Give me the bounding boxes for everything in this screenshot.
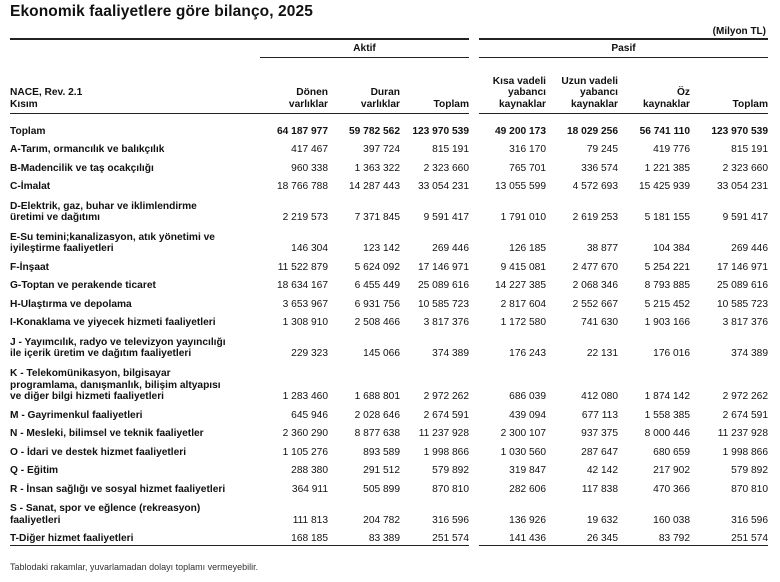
column-header-line: Öz	[676, 87, 690, 98]
cell-uzun-vadeli: 4 572 693	[572, 181, 618, 192]
footnote: Tablodaki rakamlar, yuvarlamadan dolayı toplamı vermeyebilir.	[10, 562, 259, 572]
cell-donen-varliklar: 1 283 460	[282, 391, 328, 402]
cell-duran-varliklar: 8 877 638	[354, 428, 400, 439]
cell-donen-varliklar: 960 338	[291, 162, 328, 174]
cell-kisa-vadeli: 1 030 560	[474, 440, 546, 459]
cell-kisa-vadeli: 141 436	[474, 526, 546, 545]
row-label	[10, 360, 260, 403]
column-header-uzun-vadeli	[546, 58, 618, 114]
row-label-line: ve diğer bilgi hizmeti faaliyetleri	[10, 391, 164, 402]
unit-label: (Milyon TL)	[712, 26, 766, 37]
table-row	[10, 458, 768, 477]
cell-kisa-vadeli: 439 094	[474, 403, 546, 422]
row-label	[10, 310, 260, 329]
row-label-line: üretimi ve dağıtımı	[10, 212, 101, 223]
cell-uzun-vadeli: 18 029 256	[567, 125, 618, 137]
cell-oz-kaynaklar: 419 776	[653, 144, 690, 155]
row-label-line: iyileştirme faaliyetleri	[10, 243, 114, 254]
cell-donen-varliklar: 3 653 967	[282, 298, 328, 310]
table-row	[10, 360, 768, 403]
cell-pasif-toplam: 815 191	[731, 144, 768, 155]
table-row	[10, 495, 768, 526]
row-label-line: G-Toptan ve perakende ticaret	[10, 280, 156, 291]
cell-donen-varliklar: 18 634 167	[277, 280, 328, 291]
row-label	[10, 458, 260, 477]
column-header-line: yabancı	[508, 87, 546, 98]
column-header-line: Uzun vadeli	[561, 75, 618, 87]
row-label-line: J - Yayımcılık, radyo ve televizyon yayıncılığı	[10, 336, 226, 348]
cell-uzun-vadeli: 287 647	[581, 446, 618, 458]
cell-kisa-vadeli: 126 185	[474, 224, 546, 255]
column-header-line: kaynaklar	[642, 98, 690, 110]
cell-pasif-toplam: 3 817 376	[722, 317, 768, 328]
cell-donen-varliklar: 111 813	[292, 514, 328, 526]
cell-uzun-vadeli: 117 838	[581, 483, 618, 495]
cell-pasif-toplam: 123 970 539	[711, 125, 768, 137]
table-row	[10, 526, 768, 545]
cell-duran-varliklar: 204 782	[363, 514, 400, 526]
table-row	[10, 224, 768, 255]
cell-duran-varliklar: 14 287 443	[349, 181, 400, 192]
cell-uzun-vadeli: 336 574	[581, 162, 618, 174]
column-header-line: kaynaklar	[498, 98, 546, 110]
table-row	[10, 193, 768, 224]
cell-duran-varliklar: 505 899	[363, 483, 400, 495]
cell-aktif-toplam: 269 446	[432, 243, 469, 254]
column-header-duran-varliklar	[328, 58, 400, 114]
column-header-line: varlıklar	[288, 98, 328, 110]
row-label-line: Toplam	[10, 125, 46, 137]
row-label-line: Q - Eğitim	[10, 465, 59, 476]
cell-donen-varliklar: 364 911	[291, 483, 328, 495]
cell-uzun-vadeli: 79 245	[586, 144, 618, 155]
cell-pasif-toplam: 316 596	[731, 514, 768, 526]
cell-donen-varliklar: 18 766 788	[277, 181, 328, 192]
column-header-oz-kaynaklar	[618, 58, 690, 114]
cell-oz-kaynaklar: 8 000 446	[644, 428, 690, 439]
nace-label: NACE, Rev. 2.1	[10, 87, 83, 98]
row-label-line: F-İnşaat	[10, 261, 50, 273]
row-label	[10, 273, 260, 292]
table-row	[10, 174, 768, 193]
row-label	[10, 255, 260, 274]
row-label-line: A-Tarım, ormancılık ve balıkçılık	[10, 144, 165, 155]
cell-oz-kaynaklar: 1 903 166	[644, 317, 690, 328]
cell-donen-varliklar: 64 187 977	[277, 125, 328, 137]
kisim-label: Kısım	[10, 98, 38, 110]
cell-pasif-toplam: 2 323 660	[722, 162, 768, 174]
cell-donen-varliklar: 288 380	[291, 465, 328, 476]
cell-kisa-vadeli: 319 847	[474, 458, 546, 477]
column-header-line: Duran	[370, 87, 400, 98]
cell-uzun-vadeli: 677 113	[581, 409, 618, 421]
cell-pasif-toplam: 2 972 262	[722, 391, 768, 402]
column-header-line: kaynaklar	[570, 98, 618, 110]
cell-duran-varliklar: 1 363 322	[354, 162, 400, 174]
cell-duran-varliklar: 291 512	[363, 465, 400, 476]
row-label-line: B-Madencilik ve taş ocakçılığı	[10, 162, 154, 174]
cell-uzun-vadeli: 38 877	[586, 243, 618, 254]
row-label-line: I-Konaklama ve yiyecek hizmeti faaliyetleri	[10, 317, 216, 328]
row-label	[10, 440, 260, 459]
cell-aktif-toplam: 2 323 660	[423, 162, 469, 174]
table-body	[10, 114, 768, 546]
cell-uzun-vadeli: 2 068 346	[572, 280, 618, 291]
row-label-line: K - Telekomünikasyon, bilgisayar	[10, 368, 171, 379]
cell-duran-varliklar: 7 371 845	[354, 212, 400, 223]
row-label	[10, 329, 260, 360]
cell-duran-varliklar: 83 389	[328, 526, 400, 545]
cell-duran-varliklar: 6 931 756	[354, 298, 400, 310]
cell-kisa-vadeli: 316 170	[474, 137, 546, 156]
cell-oz-kaynaklar: 5 215 452	[644, 298, 690, 310]
cell-aktif-toplam: 374 389	[432, 348, 469, 359]
row-label	[10, 403, 260, 422]
cell-oz-kaynaklar: 15 425 939	[639, 181, 690, 192]
cell-oz-kaynaklar: 104 384	[653, 243, 690, 254]
group-header-pasif: Pasif	[474, 39, 768, 58]
cell-duran-varliklar: 5 624 092	[354, 261, 400, 273]
row-label-line: T-Diğer hizmet faaliyetleri	[10, 533, 134, 544]
cell-pasif-toplam: 9 591 417	[722, 212, 768, 223]
cell-aktif-toplam: 11 237 928	[418, 428, 469, 439]
cell-aktif-toplam: 17 146 971	[418, 261, 469, 273]
cell-uzun-vadeli: 26 345	[546, 526, 618, 545]
cell-aktif-toplam: 33 054 231	[418, 181, 469, 192]
cell-duran-varliklar: 123 142	[363, 243, 400, 254]
cell-kisa-vadeli: 1 172 580	[474, 310, 546, 329]
row-label	[10, 137, 260, 156]
cell-aktif-toplam: 10 585 723	[418, 298, 469, 310]
table-row	[10, 273, 768, 292]
cell-duran-varliklar: 397 724	[363, 144, 400, 155]
cell-duran-varliklar: 1 688 801	[354, 391, 400, 402]
cell-aktif-toplam: 2 674 591	[423, 409, 469, 421]
row-label	[10, 477, 260, 496]
row-label-line: N - Mesleki, bilimsel ve teknik faaliyetler	[10, 428, 204, 439]
cell-duran-varliklar: 145 066	[363, 348, 400, 359]
cell-kisa-vadeli: 13 055 599	[474, 174, 546, 193]
row-label-line: E-Su temini;kanalizasyon, atık yönetimi ve	[10, 231, 215, 243]
cell-donen-varliklar: 1 105 276	[282, 446, 328, 458]
table-row	[10, 156, 768, 175]
table-row	[10, 477, 768, 496]
cell-donen-varliklar: 2 219 573	[282, 212, 328, 223]
cell-oz-kaynaklar: 176 016	[653, 348, 690, 359]
cell-uzun-vadeli: 412 080	[581, 391, 618, 402]
table-row	[10, 255, 768, 274]
cell-oz-kaynaklar: 1 874 142	[644, 391, 690, 402]
cell-oz-kaynaklar: 1 221 385	[644, 162, 690, 174]
row-label	[10, 193, 260, 224]
row-label-line: faaliyetleri	[10, 514, 61, 526]
row-label-line: C-İmalat	[10, 181, 51, 192]
cell-duran-varliklar: 6 455 449	[354, 280, 400, 291]
table-row	[10, 329, 768, 360]
cell-oz-kaynaklar: 160 038	[653, 514, 690, 526]
cell-kisa-vadeli: 765 701	[474, 156, 546, 175]
cell-pasif-toplam: 2 674 591	[722, 409, 768, 421]
cell-oz-kaynaklar: 56 741 110	[639, 125, 690, 137]
column-header-pasif-toplam	[690, 58, 768, 114]
cell-kisa-vadeli: 9 415 081	[474, 255, 546, 274]
cell-kisa-vadeli: 176 243	[474, 329, 546, 360]
column-header-aktif-toplam	[400, 58, 474, 114]
cell-aktif-toplam: 815 191	[432, 144, 469, 155]
column-header-line: Toplam	[433, 98, 469, 110]
group-header-aktif: Aktif	[260, 39, 474, 58]
table-row	[10, 403, 768, 422]
cell-aktif-toplam: 870 810	[432, 483, 469, 495]
cell-uzun-vadeli: 937 375	[581, 428, 618, 439]
cell-donen-varliklar: 1 308 910	[282, 317, 328, 328]
cell-duran-varliklar: 2 508 466	[354, 317, 400, 328]
row-label	[10, 495, 260, 526]
cell-pasif-toplam: 1 998 866	[722, 446, 768, 458]
cell-uzun-vadeli: 19 632	[586, 514, 618, 526]
cell-uzun-vadeli: 741 630	[581, 317, 618, 328]
cell-pasif-toplam: 870 810	[731, 483, 768, 495]
row-label-line: H-Ulaştırma ve depolama	[10, 298, 132, 310]
cell-kisa-vadeli: 282 606	[474, 477, 546, 496]
column-header-row	[10, 58, 768, 114]
cell-oz-kaynaklar: 5 181 155	[644, 212, 690, 223]
row-label-line: ile içerik üretim ve dağıtım faaliyetleri	[10, 348, 192, 359]
cell-donen-varliklar: 645 946	[291, 409, 328, 421]
cell-pasif-toplam: 33 054 231	[717, 181, 768, 192]
cell-duran-varliklar: 893 589	[363, 446, 400, 458]
column-header-kisa-vadeli	[474, 58, 546, 114]
cell-pasif-toplam: 11 237 928	[717, 428, 768, 439]
table-row	[10, 137, 768, 156]
column-header-donen-varliklar	[260, 58, 328, 114]
balance-table	[10, 38, 768, 546]
cell-kisa-vadeli: 136 926	[474, 495, 546, 526]
row-label-line: O - İdari ve destek hizmet faaliyetleri	[10, 446, 187, 458]
cell-kisa-vadeli: 49 200 173	[474, 114, 546, 138]
cell-donen-varliklar: 2 360 290	[282, 428, 328, 439]
row-label	[10, 156, 260, 175]
cell-aktif-toplam: 579 892	[432, 465, 469, 476]
cell-aktif-toplam: 2 972 262	[423, 391, 469, 402]
cell-oz-kaynaklar: 83 792	[618, 526, 690, 545]
column-header-line: Dönen	[296, 87, 328, 98]
cell-pasif-toplam: 374 389	[731, 348, 768, 359]
cell-aktif-toplam: 9 591 417	[423, 212, 469, 223]
cell-aktif-toplam: 123 970 539	[412, 125, 469, 137]
cell-oz-kaynaklar: 217 902	[653, 465, 690, 476]
cell-aktif-toplam: 316 596	[432, 514, 469, 526]
cell-donen-varliklar: 229 323	[291, 348, 328, 359]
row-label	[10, 174, 260, 193]
cell-donen-varliklar: 168 185	[260, 526, 328, 545]
column-header-nace	[10, 58, 260, 114]
row-label	[10, 224, 260, 255]
row-label	[10, 421, 260, 440]
cell-oz-kaynaklar: 470 366	[653, 483, 690, 495]
table-row	[10, 421, 768, 440]
column-header-line: Toplam	[732, 98, 768, 110]
row-label-line: S - Sanat, spor ve eğlence (rekreasyon)	[10, 503, 201, 514]
cell-kisa-vadeli: 2 817 604	[474, 292, 546, 311]
cell-donen-varliklar: 11 522 879	[277, 261, 328, 273]
row-label	[10, 114, 260, 138]
table-row	[10, 292, 768, 311]
cell-kisa-vadeli: 14 227 385	[474, 273, 546, 292]
row-label	[10, 292, 260, 311]
column-header-line: varlıklar	[360, 98, 400, 110]
cell-pasif-toplam: 251 574	[690, 526, 768, 545]
table-row	[10, 114, 768, 138]
row-label-line: R - İnsan sağlığı ve sosyal hizmet faaliyetleri	[10, 483, 226, 495]
group-header-blank	[10, 39, 260, 58]
table-row	[10, 310, 768, 329]
cell-uzun-vadeli: 22 131	[586, 348, 618, 359]
cell-aktif-toplam: 251 574	[400, 526, 474, 545]
cell-pasif-toplam: 579 892	[731, 465, 768, 476]
cell-oz-kaynaklar: 5 254 221	[644, 261, 690, 273]
cell-donen-varliklar: 417 467	[291, 144, 328, 155]
cell-uzun-vadeli: 2 552 667	[572, 298, 618, 310]
cell-aktif-toplam: 1 998 866	[423, 446, 469, 458]
table-row	[10, 440, 768, 459]
cell-oz-kaynaklar: 680 659	[653, 446, 690, 458]
row-label	[10, 526, 260, 545]
cell-duran-varliklar: 59 782 562	[349, 125, 400, 137]
cell-kisa-vadeli: 686 039	[474, 360, 546, 403]
cell-donen-varliklar: 146 304	[291, 243, 328, 254]
cell-pasif-toplam: 269 446	[731, 243, 768, 254]
cell-uzun-vadeli: 2 619 253	[572, 212, 618, 223]
cell-uzun-vadeli: 42 142	[586, 465, 618, 476]
cell-pasif-toplam: 10 585 723	[717, 298, 768, 310]
group-header-row	[10, 39, 768, 58]
cell-aktif-toplam: 3 817 376	[423, 317, 469, 328]
cell-duran-varliklar: 2 028 646	[354, 409, 400, 421]
cell-kisa-vadeli: 1 791 010	[474, 193, 546, 224]
column-header-line: Kısa vadeli	[492, 75, 546, 87]
cell-aktif-toplam: 25 089 616	[418, 280, 469, 291]
cell-kisa-vadeli: 2 300 107	[474, 421, 546, 440]
cell-pasif-toplam: 17 146 971	[717, 261, 768, 273]
row-label-line: D-Elektrik, gaz, buhar ve iklimlendirme	[10, 200, 197, 212]
row-label-line: programlama, danışmanlık, bilişim altyapısı	[10, 379, 221, 391]
column-header-line: yabancı	[580, 87, 618, 98]
cell-oz-kaynaklar: 1 558 385	[644, 409, 690, 421]
cell-pasif-toplam: 25 089 616	[717, 280, 768, 291]
cell-uzun-vadeli: 2 477 670	[572, 261, 618, 273]
page-title: Ekonomik faaliyetlere göre bilanço, 2025	[10, 3, 313, 20]
row-label-line: M - Gayrimenkul faaliyetleri	[10, 409, 143, 421]
cell-oz-kaynaklar: 8 793 885	[644, 280, 690, 291]
